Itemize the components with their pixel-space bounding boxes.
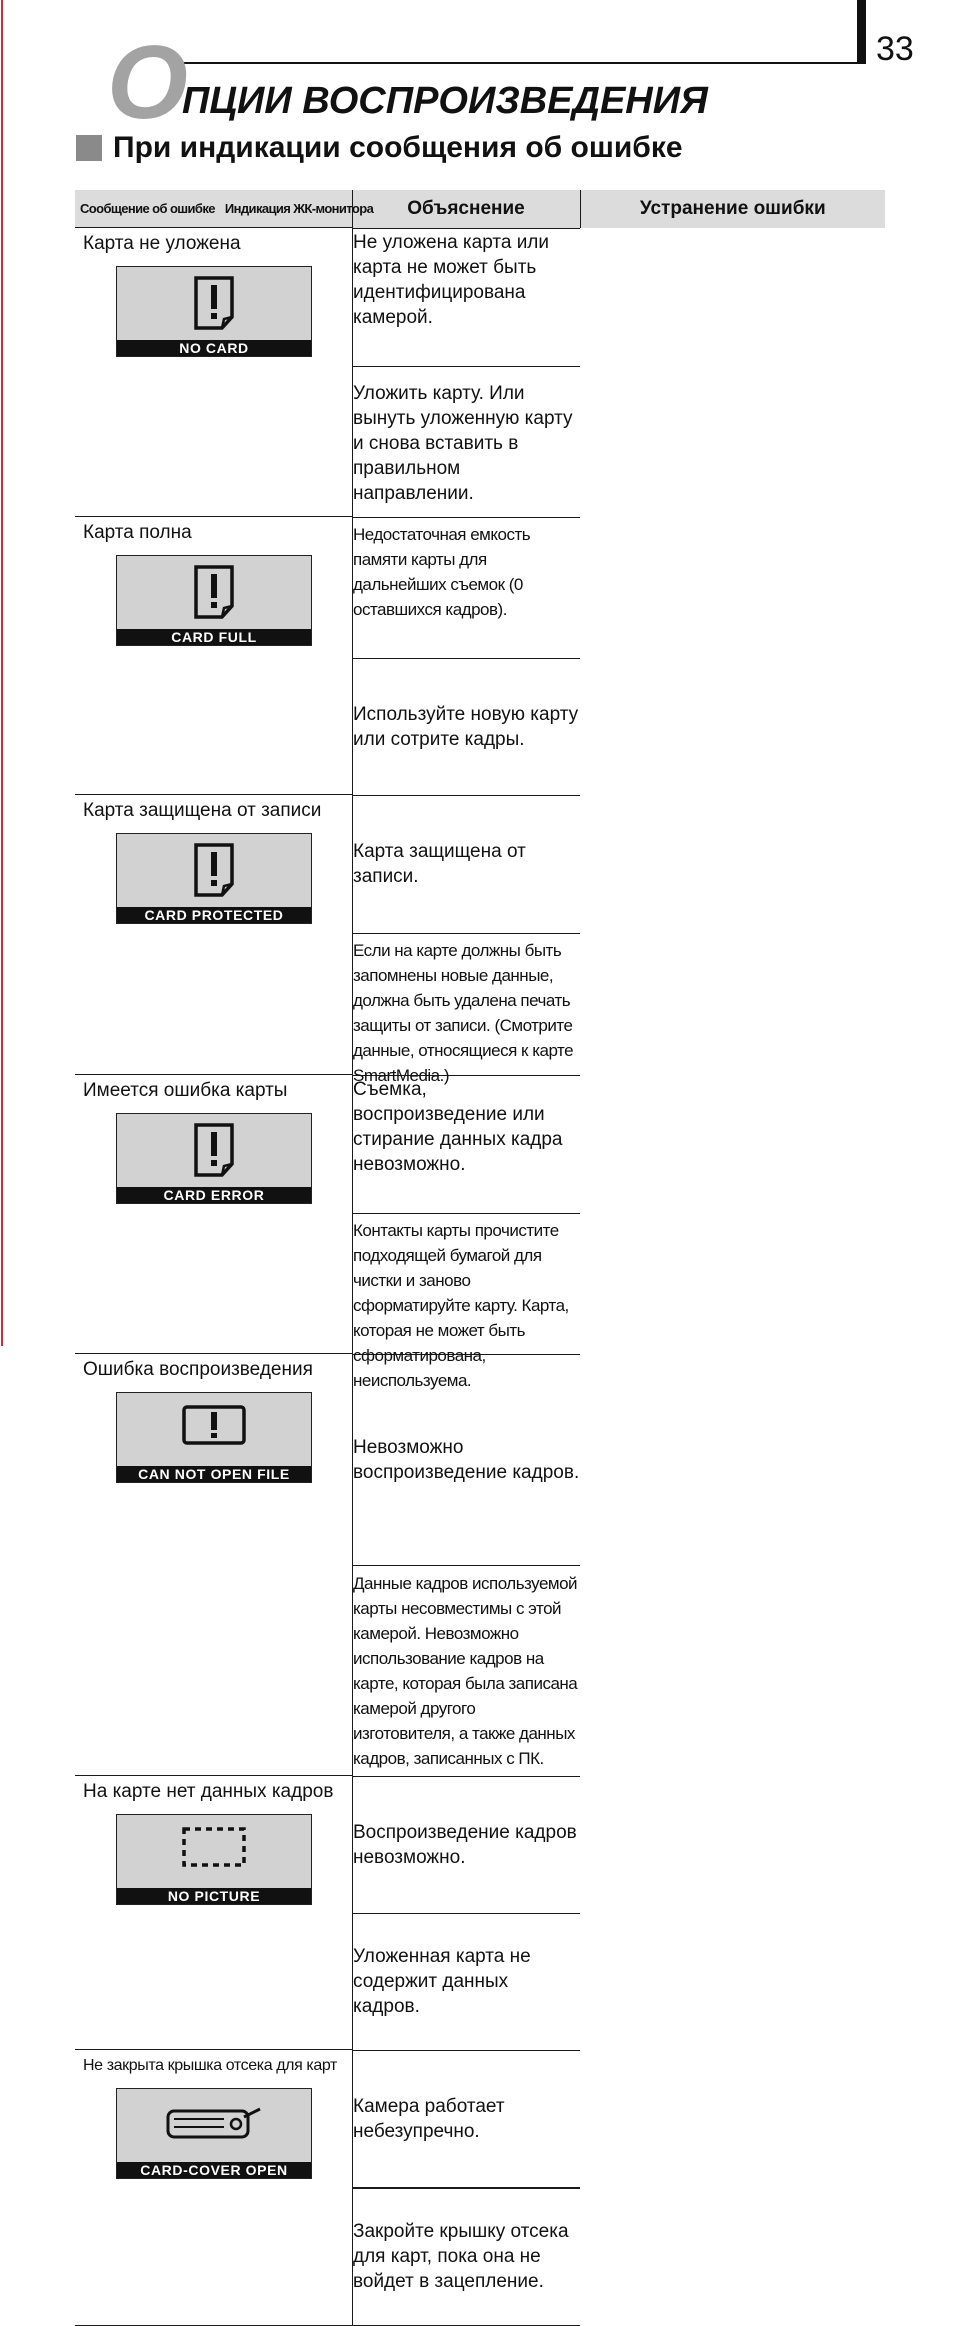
header-rule [183, 62, 860, 64]
remedy-cell: Уложенная карта не содержит данных кадров. [352, 1913, 580, 2050]
card-warning-icon [117, 842, 311, 898]
message-cell [75, 795, 352, 1075]
card-warning-icon [117, 564, 311, 620]
header-message-lcd [75, 190, 374, 228]
remedy-cell: Уложить карту. Или вынуть уложенную карту и снова вставить в правильном направлении. [352, 366, 580, 517]
lcd-label: CARD PROTECTED [117, 907, 311, 923]
lcd-display [116, 1814, 312, 1905]
explanation-cell: Воспроизведение кадров невозможно. [352, 1776, 580, 1913]
message-cell [75, 1075, 352, 1354]
lcd-display [116, 1392, 312, 1483]
header-explanation: Объяснение [352, 190, 580, 228]
lcd-display [116, 555, 312, 646]
header-message: Сообщение об ошибке [80, 201, 215, 216]
section-title: При индикации сообщения об ошибке [113, 131, 683, 164]
page-number: 33 [876, 30, 914, 68]
table-row [75, 795, 885, 1075]
table-row [75, 2050, 885, 2326]
header-lcd: Индикация ЖК-монитора [224, 201, 374, 216]
card-warning-icon [117, 275, 311, 331]
table-header-row [75, 190, 885, 228]
page-marker-bar [857, 0, 866, 64]
lcd-display [116, 266, 312, 357]
remedy-cell: Используйте новую карту или сотрите кадры. [352, 658, 580, 795]
error-message: Карта не уложена [83, 233, 241, 254]
lcd-label: CARD FULL [117, 629, 311, 645]
explanation-cell: Невозможно воспроизведение кадров. [352, 1354, 580, 1565]
lcd-label: CARD-COVER OPEN [117, 2162, 311, 2178]
section-heading [76, 130, 683, 166]
message-cell [75, 517, 352, 795]
error-message: Ошибка воспроизведения [83, 1359, 313, 1380]
table-row [75, 1075, 885, 1354]
explanation-cell: Недостаточная емкость памяти карты для дальнейших съемок (0 оставшихся кадров). [352, 517, 580, 658]
lcd-label: NO CARD [117, 340, 311, 356]
header-remedy: Устранение ошибки [580, 190, 885, 228]
message-cell [75, 228, 352, 517]
remedy-cell: Данные кадров используемой карты несовместимы с этой камерой. Невозможно использование кадров на карте, которая была записана камерой другого изготовителя, а также данных кадров, записанных с ПК. [352, 1565, 580, 1776]
explanation-cell: Камера работает небезупречно. [352, 2050, 580, 2188]
explanation-cell: Карта защищена от записи. [352, 795, 580, 933]
remedy-cell: Контакты карты прочистите подходящей бумагой для чистки и заново сформатируйте карту. Карта, которая не может быть сформатирована, неиспользуема. [352, 1213, 580, 1354]
table-row [75, 517, 885, 795]
message-cell [75, 1354, 352, 1776]
lcd-display [116, 2088, 312, 2179]
message-cell [75, 1776, 352, 2050]
camera-cover-open-icon [117, 2097, 311, 2153]
error-table [75, 190, 885, 2326]
error-message: На карте нет данных кадров [83, 1781, 334, 1802]
explanation-cell: Не уложена карта или карта не может быть идентифицирована камерой. [352, 228, 580, 366]
section-square-icon [76, 135, 102, 161]
table-row [75, 1354, 885, 1776]
error-message: Не закрыта крышка отсека для карт [83, 2057, 337, 2074]
error-message: Карта защищена от записи [83, 800, 322, 821]
message-cell [75, 2050, 352, 2326]
remedy-cell: Закройте крышку отсека для карт, пока она не войдет в зацепление. [352, 2188, 580, 2326]
left-margin-rule [1, 0, 3, 1346]
error-message: Имеется ошибка карты [83, 1080, 288, 1101]
explanation-cell: Съемка, воспроизведение или стирание данных кадра невозможно. [352, 1075, 580, 1213]
lcd-display [116, 1113, 312, 1204]
lcd-display [116, 833, 312, 924]
lcd-label: CARD ERROR [117, 1187, 311, 1203]
lcd-label: NO PICTURE [117, 1888, 311, 1904]
table-row [75, 1776, 885, 2050]
title-text: ПЦИИ ВОСПРОИЗВЕДЕНИЯ [182, 80, 708, 122]
title-initial: О [107, 25, 188, 141]
remedy-cell: Если на карте должны быть запомнены новые данные, должна быть удалена печать защиты от записи. (Смотрите данные, относящиеся к карте SmartMedia.) [352, 933, 580, 1075]
card-warning-icon [117, 1122, 311, 1178]
empty-frame-icon [117, 1823, 311, 1879]
error-message: Карта полна [83, 522, 192, 543]
lcd-label: CAN NOT OPEN FILE [117, 1466, 311, 1482]
file-warning-icon [117, 1401, 311, 1457]
table-row [75, 228, 885, 517]
